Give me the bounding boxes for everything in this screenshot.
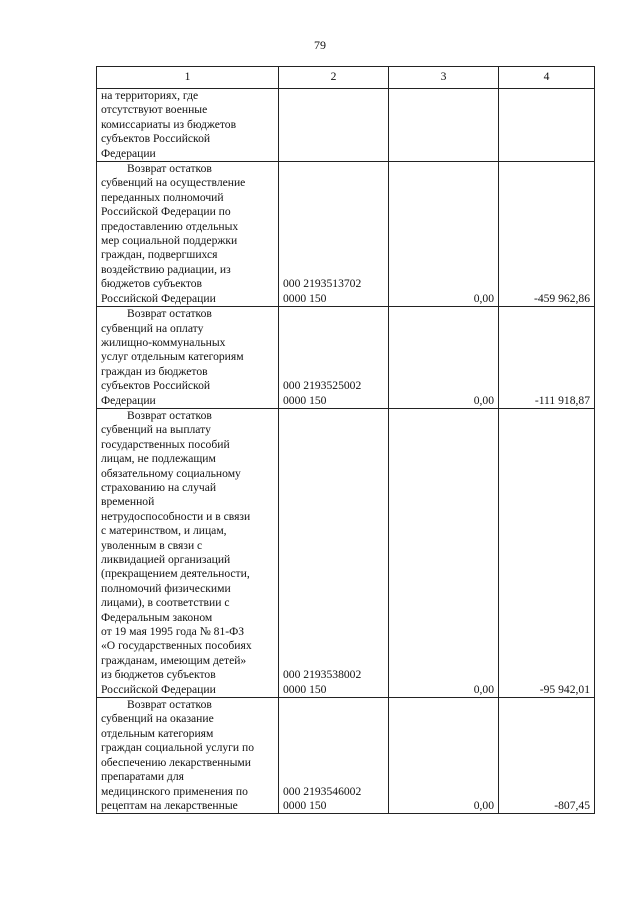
column-3-value: 0,00 [389, 162, 499, 307]
column-4-value: -807,45 [499, 698, 595, 814]
description-line: Российской Федерации [101, 291, 216, 305]
description-line: из бюджетов субъектов [101, 668, 216, 682]
description-line: отдельным категориям [101, 726, 214, 740]
budget-code-line: 000 2193546002 [283, 784, 362, 798]
description-line: бюджетов субъектов [101, 277, 203, 291]
budget-code [279, 307, 389, 409]
description-line: препаратами для [101, 770, 184, 784]
description-line: медицинского применения по [101, 784, 248, 798]
column-header-1: 1 [97, 67, 279, 89]
description-line: услуг отдельным категориям [101, 350, 244, 364]
row-description [97, 698, 279, 814]
description-line: субвенций на осуществление [101, 176, 246, 190]
description-line: Возврат остатков [127, 162, 212, 176]
description-line: полномочий физическими [101, 581, 231, 595]
row-description [97, 89, 279, 162]
description-line: государственных пособий [101, 437, 230, 451]
column-3-value: 0,00 [389, 698, 499, 814]
description-line: временной [101, 495, 155, 509]
description-line: с материнством, и лицам, [101, 524, 227, 538]
description-line: комиссариаты из бюджетов [101, 117, 237, 131]
description-line: граждан социальной услуги по [101, 741, 255, 755]
row-description [97, 408, 279, 697]
description-line: лицами), в соответствии с [101, 596, 230, 610]
budget-code [279, 89, 389, 162]
description-line: обеспечению лекарственными [101, 755, 251, 769]
column-3-value: 0,00 [389, 307, 499, 409]
description-line: воздействию радиации, из [101, 262, 231, 276]
description-line: Российской Федерации [101, 682, 216, 696]
description-line: (прекращением деятельности, [101, 567, 250, 581]
description-line: субвенций на оказание [101, 712, 214, 726]
budget-code-line: 0000 150 [283, 798, 327, 812]
table-row [97, 89, 595, 162]
description-line: ликвидацией организаций [101, 553, 231, 566]
budget-code-line: 000 2193538002 [283, 668, 362, 682]
description-line: субъектов Российской [101, 132, 211, 146]
description-line: «О государственных пособиях [101, 639, 252, 653]
budget-code [279, 162, 389, 307]
column-3-value: 0,00 [389, 408, 499, 697]
description-line: на территориях, где [101, 89, 199, 102]
column-4-value: -111 918,87 [499, 307, 595, 409]
description-line: Федерации [101, 393, 156, 407]
description-line: субвенций на оплату [101, 321, 204, 335]
table-row [97, 408, 595, 697]
description-line: Федеральным законом [101, 610, 213, 624]
column-header-2: 2 [279, 67, 389, 89]
table-row [97, 162, 595, 307]
budget-table [96, 66, 595, 814]
description-line: Возврат остатков [127, 408, 212, 422]
description-line: граждан из бюджетов [101, 364, 208, 378]
page-number: 79 [314, 38, 326, 52]
column-4-value: -95 942,01 [499, 408, 595, 697]
column-4-value: -459 962,86 [499, 162, 595, 307]
budget-code-line: 000 2193525002 [283, 379, 362, 393]
description-line: Российской Федерации по [101, 205, 231, 219]
description-line: жилищно-коммунальных [101, 335, 226, 349]
row-description [97, 162, 279, 307]
description-line: рецептам на лекарственные [101, 798, 238, 812]
description-line: субъектов Российской [101, 379, 211, 393]
description-line: отсутствуют военные [101, 103, 208, 117]
description-line: обязательному социальному [101, 466, 241, 480]
row-description [97, 307, 279, 409]
column-4-value [499, 89, 595, 162]
budget-code-line: 0000 150 [283, 291, 327, 305]
description-line: мер социальной поддержки [101, 234, 238, 248]
table-body [97, 89, 595, 814]
column-3-value [389, 89, 499, 162]
description-line: страхованию на случай [101, 480, 217, 494]
description-line: Возврат остатков [127, 698, 212, 712]
budget-code [279, 698, 389, 814]
description-line: Федерации [101, 146, 156, 160]
description-line: переданных полномочий [101, 190, 224, 204]
budget-code-line: 0000 150 [283, 393, 327, 407]
table-row [97, 307, 595, 409]
description-line: лицам, не подлежащим [101, 452, 216, 466]
description-line: граждан, подвергшихся [101, 248, 218, 262]
column-header-4: 4 [499, 67, 595, 89]
description-line: от 19 мая 1995 года № 81-ФЗ [101, 625, 245, 639]
description-line: нетрудоспособности и в связи [101, 509, 251, 523]
budget-code [279, 408, 389, 697]
budget-code-line: 000 2193513702 [283, 277, 362, 291]
description-line: предоставлению отдельных [101, 219, 239, 233]
budget-code-line: 0000 150 [283, 682, 327, 696]
description-line: Возврат остатков [127, 307, 212, 321]
description-line: гражданам, имеющим детей» [101, 653, 247, 667]
description-line: субвенций на выплату [101, 423, 211, 437]
table-header-row [97, 67, 595, 89]
description-line: уволенным в связи с [101, 538, 203, 552]
column-header-3: 3 [389, 67, 499, 89]
table-row [97, 698, 595, 814]
